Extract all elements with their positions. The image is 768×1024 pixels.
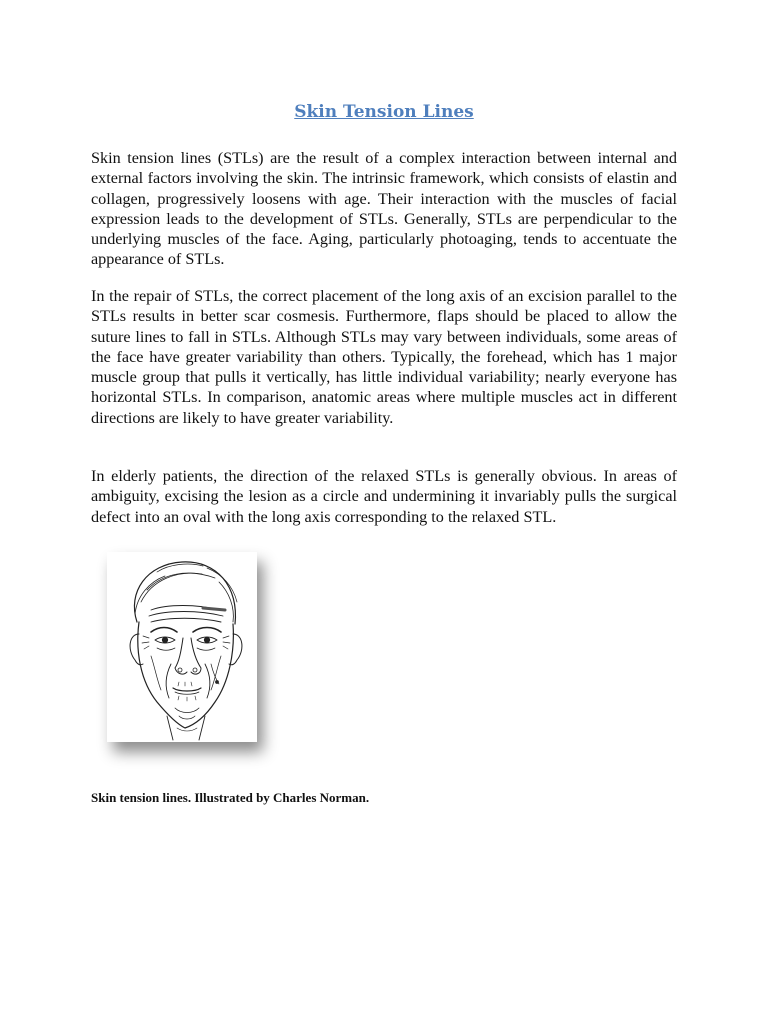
elderly-face-illustration <box>107 552 257 742</box>
document-title: Skin Tension Lines <box>294 102 474 122</box>
figure-caption: Skin tension lines. Illustrated by Charles Norman. <box>91 790 370 805</box>
paragraph-2: In the repair of STLs, the correct placement of the long axis of an excision parallel to the STLs results in better scar cosmesis. Furthermore, flaps should be placed to allow the suture lines to fall in STLs. Although STLs may vary between individuals, some areas of the face have greater variability than others. Typically, the forehead, which has 1 major muscle group that pulls it vertically, has little individual variability; nearly everyone has horizontal STLs. In comparison, anatomic areas where multiple muscles act in different directions are likely to have greater variability. <box>91 287 677 427</box>
paragraph-1: Skin tension lines (STLs) are the result of a complex interaction between internal and external factors involving the skin. The intrinsic framework, which consists of elastin and collagen, progressively loosens with age. Their interaction with the muscles of facial expression leads to the development of STLs. Generally, STLs are perpendicular to the underlying muscles of the face. Aging, particularly photoaging, tends to accentuate the appearance of STLs. <box>91 149 677 269</box>
paragraph-3: In elderly patients, the direction of the relaxed STLs is generally obvious. In areas of ambiguity, excising the lesion as a circle and undermining it invariably pulls the surgical defect into an oval with the long axis corresponding to the relaxed STL. <box>91 467 677 526</box>
face-illustration-figure <box>107 552 257 742</box>
